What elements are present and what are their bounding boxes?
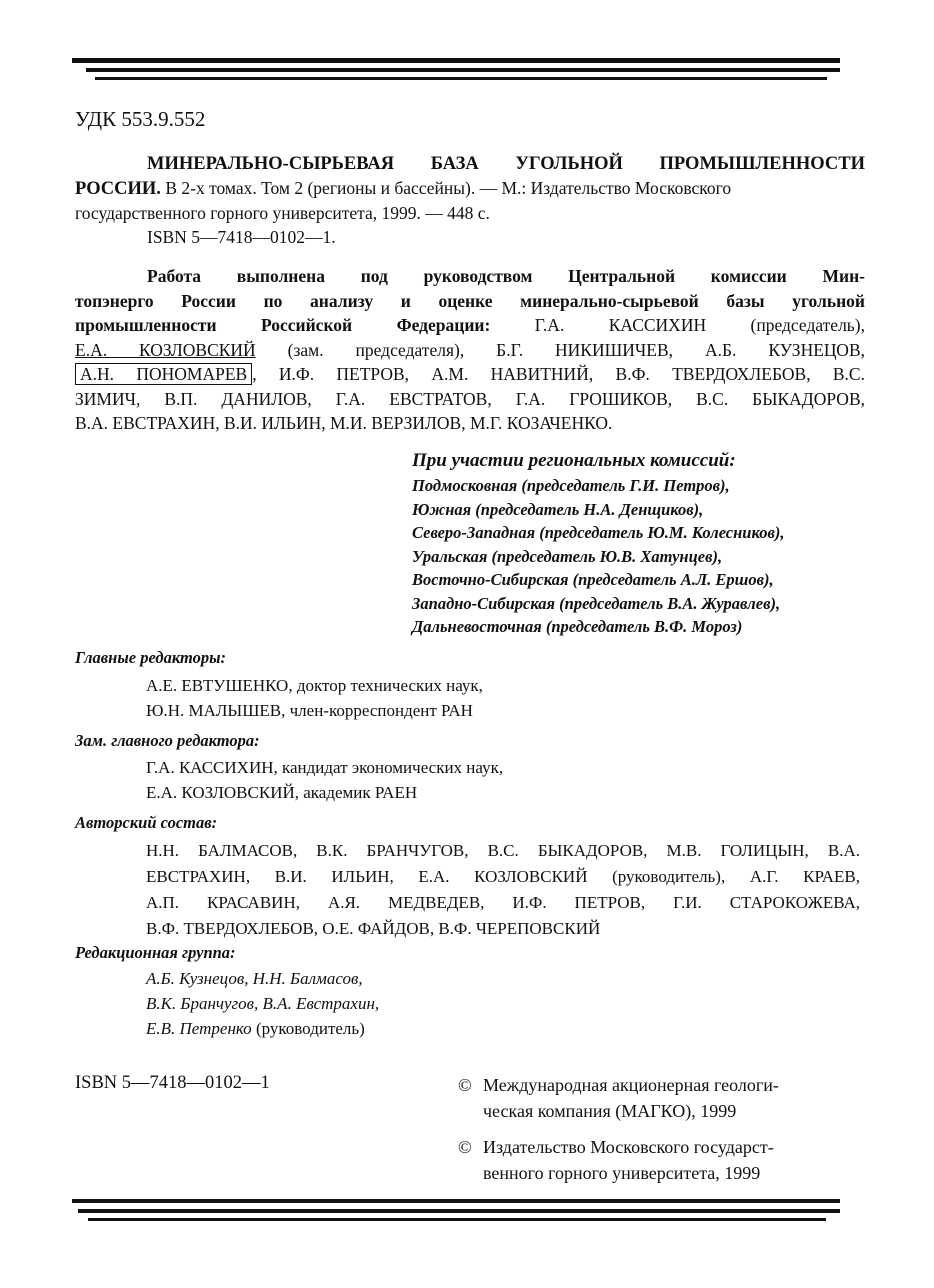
isbn-line: ISBN 5—7418—0102—1. — [147, 227, 336, 247]
copyright-icon: © — [458, 1075, 472, 1095]
authors-list — [146, 838, 860, 942]
commission-line-5: А.Н. ПОНОМАРЕВ , И.Ф. ПЕТРОВ, А.М. НАВИТНИЙ, В.Ф. ТВЕРДОХЛЕБОВ, В.С. — [75, 362, 865, 387]
committee-item: Восточно-Сибирская (председатель А.Л. Ершов), — [412, 570, 774, 589]
editorial-group-list — [146, 966, 379, 1041]
chief-editors-title: Главные редакторы: — [75, 648, 227, 667]
committee-item: Дальневосточная (председатель В.Ф. Мороз) — [412, 617, 743, 636]
book-title-line: МИНЕРАЛЬНО-СЫРЬЕВАЯ БАЗА УГОЛЬНОЙ ПРОМЫШЛЕННОСТИ — [147, 154, 865, 174]
udk-code: УДК 553.9.552 — [75, 107, 206, 131]
top-rule-1 — [72, 58, 840, 63]
author-line: Н.Н. БАЛМАСОВ, В.К. БРАНЧУГОВ, В.С. БЫКАДОРОВ, М.В. ГОЛИЦЫН, В.А. — [146, 841, 860, 860]
committee-item: Уральская (председатель Ю.В. Хатунцев), — [412, 546, 723, 566]
deputy-editors-list — [146, 755, 503, 805]
commission-line-4: Е.А. КОЗЛОВСКИЙ (зам. председателя), Б.Г. НИКИШИЧЕВ, А.Б. КУЗНЕЦОВ, — [75, 339, 865, 360]
commission-line-1: Работа выполнена под руководством Центральной комиссии Мин- — [147, 266, 865, 286]
bottom-rule-1 — [72, 1199, 840, 1203]
commission-line-3: промышленности Российской Федерации: Г.А. КАССИХИН (председатель), — [75, 315, 865, 335]
committee-item: Северо-Западная (председатель Ю.М. Колесников), — [412, 523, 785, 542]
book-title-line-2: РОССИИ. В 2-х томах. Том 2 (регионы и бассейны). — М.: Издательство Московского — [75, 178, 732, 199]
committee-item: Подмосковная (председатель Г.И. Петров), — [412, 476, 730, 495]
commission-paragraph — [75, 264, 865, 436]
author-line: ЕВСТРАХИН, В.И. ИЛЬИН, Е.А. КОЗЛОВСКИЙ (руководитель), А.Г. КРАЕВ, — [146, 867, 860, 886]
group-line: Е.В. Петренко (руководитель) — [146, 1019, 365, 1038]
editorial-group-title: Редакционная группа: — [75, 943, 236, 962]
chief-editors-list — [146, 673, 483, 723]
bottom-rule-2 — [78, 1209, 840, 1213]
top-rule-2 — [86, 68, 840, 72]
commission-line-2: топэнерго России по анализу и оценке минерально-сырьевой базы угольной — [75, 290, 865, 311]
boxed-name: А.Н. ПОНОМАРЕВ — [75, 363, 252, 385]
author-line: В.Ф. ТВЕРДОХЛЕБОВ, О.Е. ФАЙДОВ, В.Ф. ЧЕРЕПОВСКИЙ — [146, 919, 601, 938]
deputy-editors-title: Зам. главного редактора: — [75, 731, 260, 750]
copyright-icon: © — [458, 1137, 472, 1157]
copyright-item: © Издательство Московского государст- венного горного университета, 1999 — [458, 1134, 779, 1186]
top-rule-3 — [95, 77, 827, 80]
regional-committees — [412, 447, 784, 639]
editor-line: А.Е. ЕВТУШЕНКО, доктор технических наук, — [146, 676, 483, 695]
authors-title: Авторский состав: — [75, 813, 218, 832]
copyright-block — [458, 1072, 779, 1196]
committee-item: Западно-Сибирская (председатель В.А. Журавлев), — [412, 593, 781, 613]
group-line: В.К. Бранчугов, В.А. Евстрахин, — [146, 994, 380, 1013]
commission-line-7: В.А. ЕВСТРАХИН, В.И. ИЛЬИН, М.И. ВЕРЗИЛОВ, М.Г. КОЗАЧЕНКО. — [75, 413, 613, 433]
underlined-name: Е.А. КОЗЛОВСКИЙ — [75, 339, 256, 360]
committee-item: Южная (председатель Н.А. Денщиков), — [412, 499, 704, 519]
bibliographic-entry — [75, 152, 865, 249]
author-line: А.П. КРАСАВИН, А.Я. МЕДВЕДЕВ, И.Ф. ПЕТРОВ, Г.И. СТАРОКОЖЕВА, — [146, 893, 860, 912]
footer-isbn: ISBN 5—7418—0102—1 — [75, 1073, 270, 1093]
bottom-rule-3 — [88, 1218, 826, 1221]
group-line: А.Б. Кузнецов, Н.Н. Балмасов, — [146, 969, 363, 988]
committees-heading: При участии региональных комиссий: — [412, 450, 736, 471]
commission-line-6: ЗИМИЧ, В.П. ДАНИЛОВ, Г.А. ЕВСТРАТОВ, Г.А. ГРОШИКОВ, В.С. БЫКАДОРОВ, — [75, 388, 865, 409]
editor-line: Е.А. КОЗЛОВСКИЙ, академик РАЕН — [146, 783, 418, 802]
editor-line: Г.А. КАССИХИН, кандидат экономических наук, — [146, 758, 504, 777]
copyright-item: © Международная акционерная геологи- ческая компания (МАГКО), 1999 — [458, 1072, 779, 1124]
book-publisher-line: государственного горного университета, 1999. — 448 с. — [75, 203, 490, 223]
editor-line: Ю.Н. МАЛЫШЕВ, член-корреспондент РАН — [146, 701, 473, 720]
